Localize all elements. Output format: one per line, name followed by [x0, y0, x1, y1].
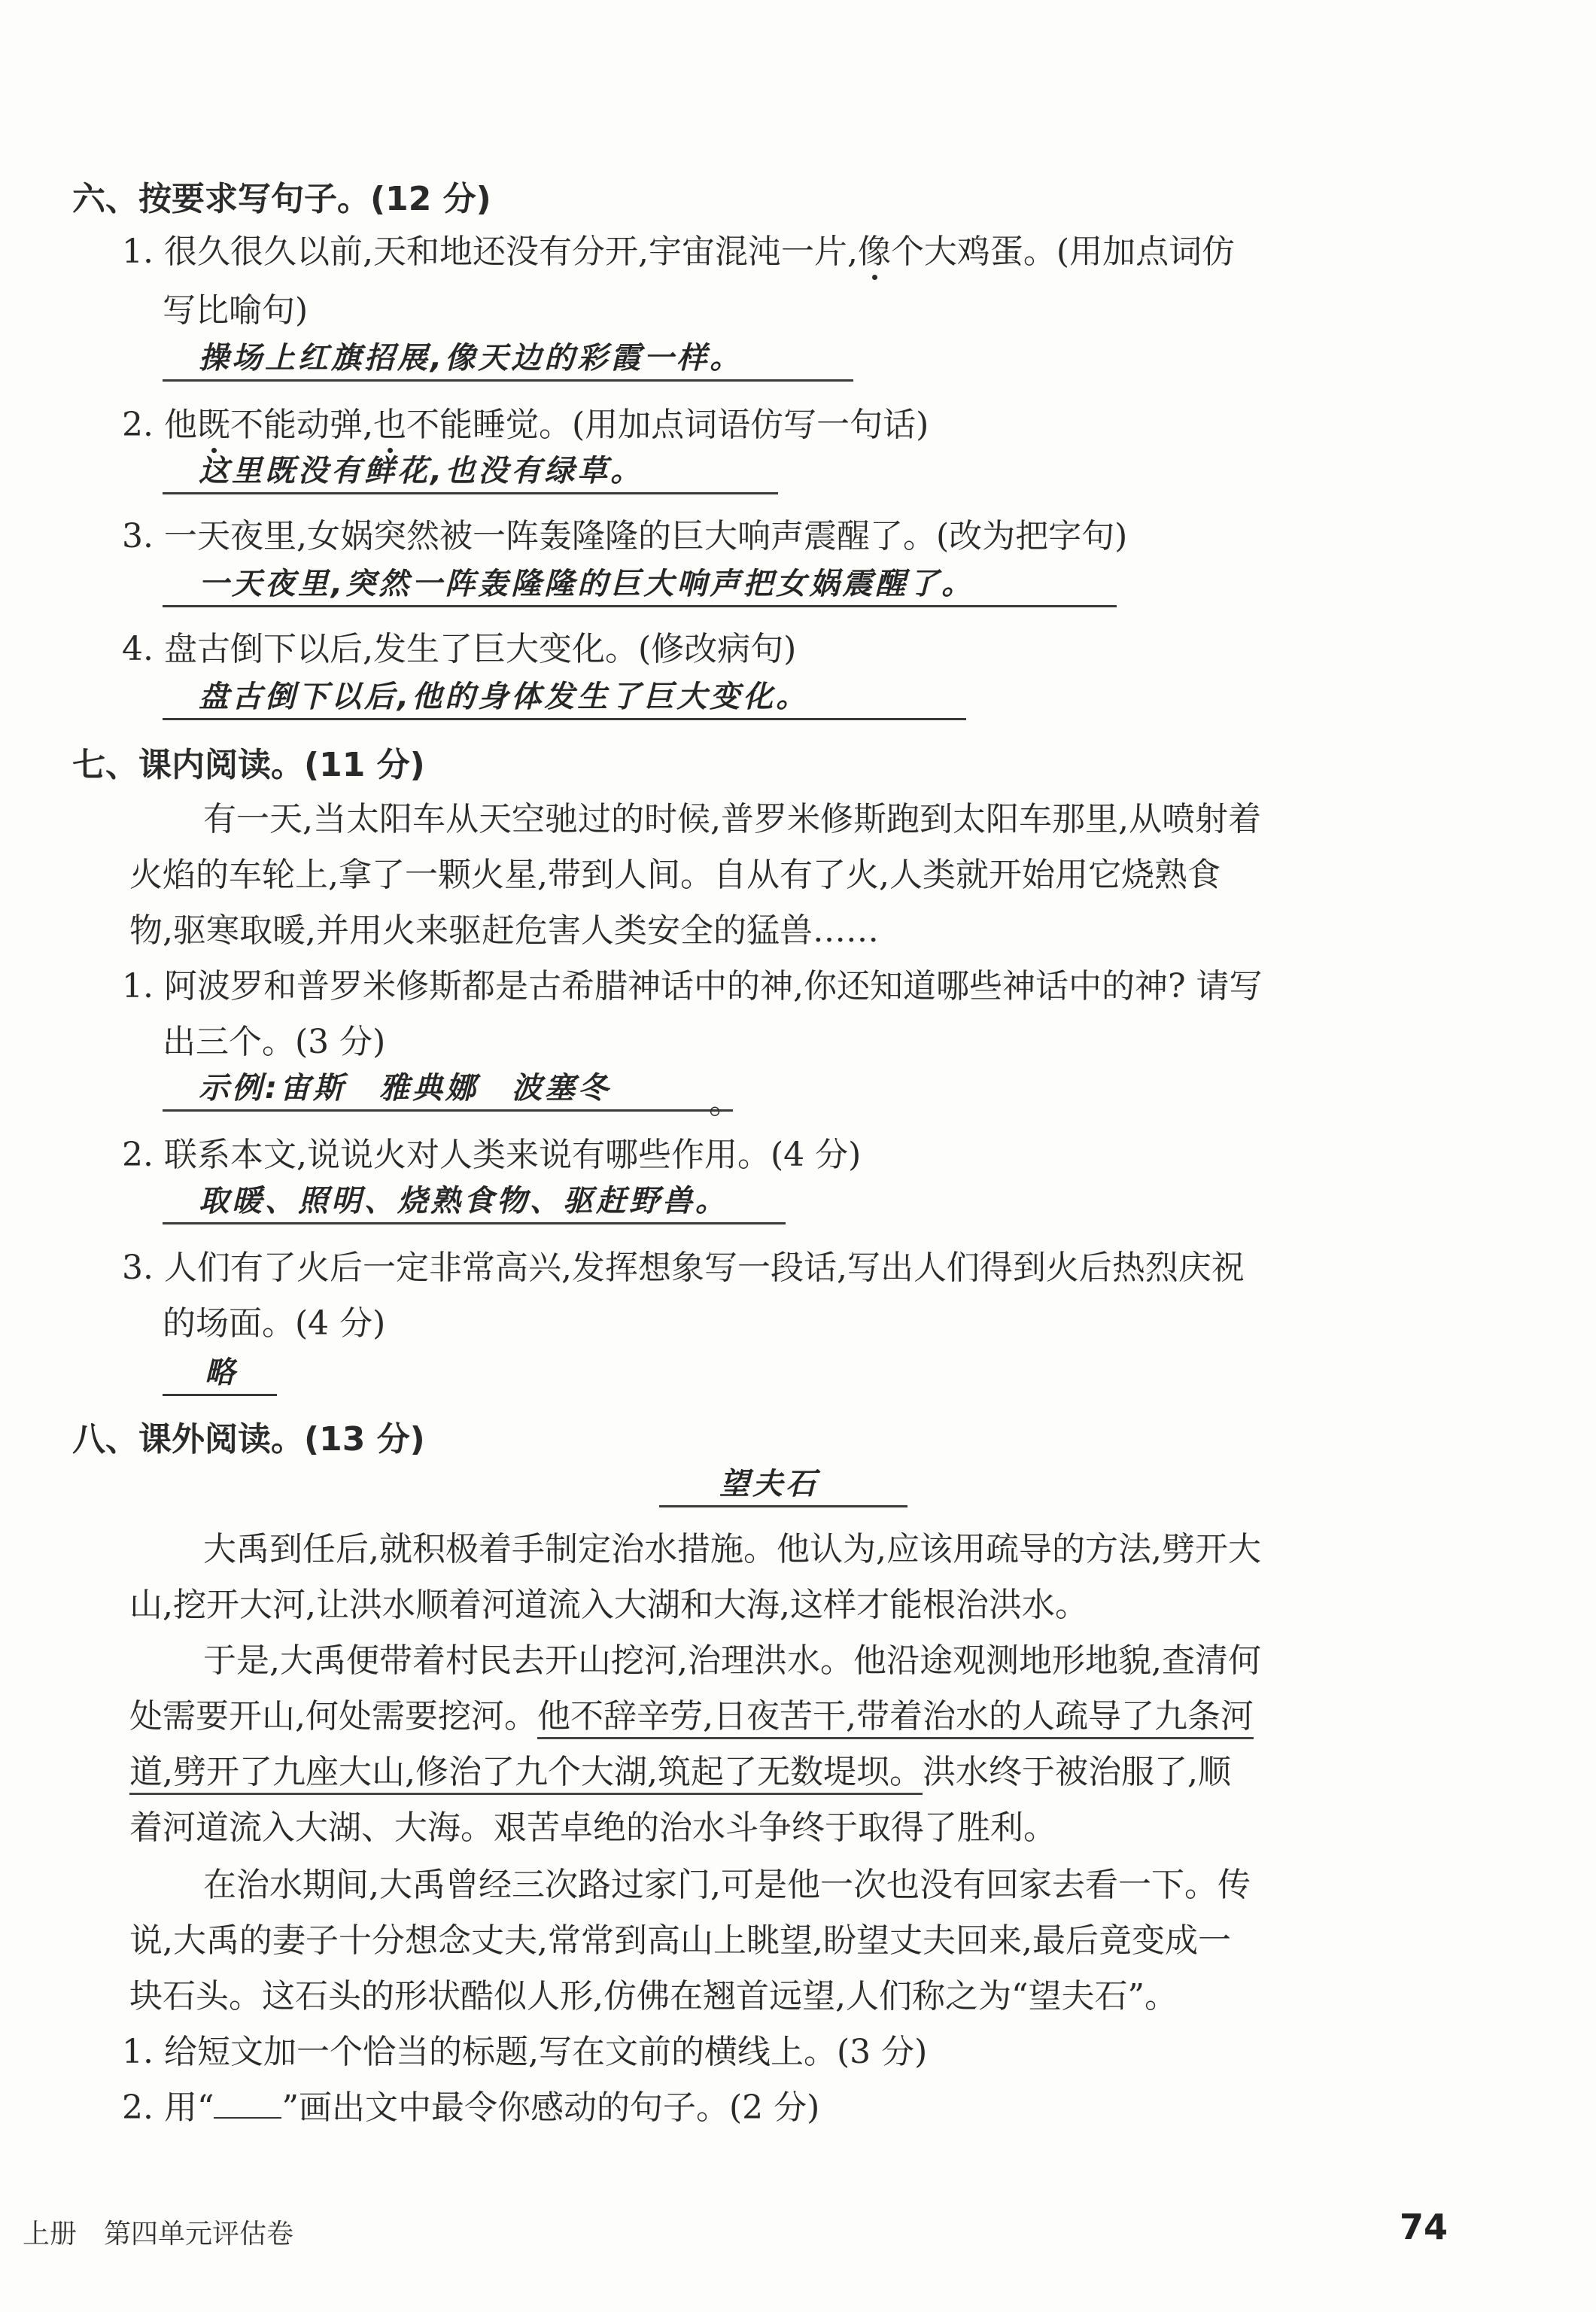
- s6-q2-text-a: 2. 他: [122, 406, 197, 444]
- s6-q1-answer: 操场上红旗招展,像天边的彩霞一样。: [163, 337, 853, 382]
- s8-q2-text-a: 2. 用“: [122, 2088, 214, 2127]
- s6-q1-line1: [122, 224, 1235, 272]
- page-number: 74: [1400, 2207, 1449, 2247]
- underline-sample: [214, 2088, 281, 2119]
- s8-p3-line-1: 在治水期间,大禹曾经三次路过家门,可是他一次也没有回家去看一下。传: [203, 1866, 1251, 1904]
- s8-p2-line-2-text: 处需要开山,何处需要挖河。: [129, 1697, 537, 1736]
- s6-q2-answer: 这里既没有鲜花,也没有绿草。: [163, 450, 778, 494]
- s8-p2-line-1: 于是,大禹便带着村民去开山挖河,治理洪水。他沿途观测地形地貌,查清何: [203, 1641, 1261, 1680]
- s7-passage-line-2: 火焰的车轮上,拿了一颗火星,带到人间。自从有了火,人类就开始用它烧熟食: [129, 856, 1221, 894]
- s8-q1: 1. 给短文加一个恰当的标题,写在文前的横线上。(3 分): [122, 2033, 928, 2071]
- s7-q3-line1: 3. 人们有了火后一定非常高兴,发挥想象写一段话,写出人们得到火后热烈庆祝: [122, 1249, 1245, 1287]
- s8-p3-line-2: 说,大禹的妻子十分想念丈夫,常常到高山上眺望,盼望丈夫回来,最后竟变成一: [129, 1921, 1231, 1960]
- s6-q4-answer: 盘古倒下以后,他的身体发生了巨大变化。: [163, 676, 966, 720]
- s8-p1-line-1: 大禹到任后,就积极着手制定治水措施。他认为,应该用疏导的方法,劈开大: [203, 1530, 1261, 1568]
- s8-underlined-sentence-part-2: 道,劈开了九座大山,修治了九个大湖,筑起了无数堤坝。: [129, 1753, 923, 1795]
- s7-passage-line-3: 物,驱寒取暖,并用火来驱赶危害人类安全的猛兽……: [129, 911, 879, 950]
- section-6-heading: 六、按要求写句子。(12 分): [72, 180, 491, 218]
- s6-q1-text-b: 个大鸡蛋。(用加点词仿: [890, 233, 1236, 271]
- s6-q1-text-a: 1. 很久很久以前,天和地还没有分开,宇宙混沌一片,: [122, 233, 858, 271]
- s7-q2: 2. 联系本文,说说火对人类来说有哪些作用。(4 分): [122, 1136, 862, 1174]
- s7-passage-line-1: 有一天,当太阳车从天空驰过的时候,普罗米修斯跑到太阳车那里,从喷射着: [203, 800, 1261, 838]
- section-8-heading: 八、课外阅读。(13 分): [72, 1420, 425, 1459]
- s8-p2-line-2: [129, 1689, 1254, 1737]
- s8-q2: [122, 2080, 819, 2128]
- s8-q2-text-b: ”画出文中最令你感动的句子。(2 分): [281, 2088, 820, 2127]
- s7-q2-answer: 取暖、照明、烧熟食物、驱赶野兽。: [163, 1180, 786, 1224]
- s8-underlined-sentence-part-1: 他不辞辛劳,日夜苦干,带着治水的人疏导了九条河: [537, 1697, 1254, 1739]
- s7-q3-line2: 的场面。(4 分): [163, 1304, 386, 1343]
- s6-q2-dotted-word-2: 也: [373, 397, 406, 446]
- s8-p2-line-3-text: 洪水终于被治服了,顺: [922, 1753, 1231, 1791]
- s8-p1-line-2: 山,挖开大河,让洪水顺着河道流入大湖和大海,这样才能根治洪水。: [129, 1586, 1088, 1624]
- footer-book-info: 上册 第四单元评估卷: [23, 2219, 294, 2250]
- s7-q1-line2: 出三个。(3 分): [163, 1023, 386, 1061]
- s7-q1-end-mark: 。: [709, 1083, 742, 1121]
- s8-story-title: 望夫石: [659, 1463, 907, 1507]
- s7-q1-line1: 1. 阿波罗和普罗米修斯都是古希腊神话中的神,你还知道哪些神话中的神? 请写: [122, 967, 1263, 1005]
- s6-q3: 3. 一天夜里,女娲突然被一阵轰隆隆的巨大响声震醒了。(改为把字句): [122, 517, 1128, 555]
- s6-q2-dotted-word-1: 既: [197, 397, 230, 446]
- s6-q3-answer: 一天夜里,突然一阵轰隆隆的巨大响声把女娲震醒了。: [163, 563, 1117, 607]
- s6-q2: [122, 397, 929, 446]
- s6-q1-dotted-word: 像: [858, 224, 891, 272]
- section-7-heading: 七、课内阅读。(11 分): [72, 746, 425, 784]
- s8-p2-line-4: 着河道流入大湖、大海。艰苦卓绝的治水斗争终于取得了胜利。: [129, 1809, 1056, 1847]
- s7-q3-answer: 略: [163, 1352, 277, 1396]
- s6-q1-line2: 写比喻句): [163, 291, 309, 330]
- s8-p2-line-3: [129, 1745, 1231, 1793]
- s6-q4: 4. 盘古倒下以后,发生了巨大变化。(修改病句): [122, 630, 797, 668]
- s6-q2-text-b: 不能动弹,: [230, 406, 373, 444]
- s7-q1-answer: 示例:宙斯 雅典娜 波塞冬: [163, 1067, 733, 1112]
- s6-q2-text-c: 不能睡觉。(用加点词语仿写一句话): [406, 406, 929, 444]
- s8-p3-line-3: 块石头。这石头的形状酷似人形,仿佛在翘首远望,人们称之为“望夫石”。: [129, 1977, 1178, 2015]
